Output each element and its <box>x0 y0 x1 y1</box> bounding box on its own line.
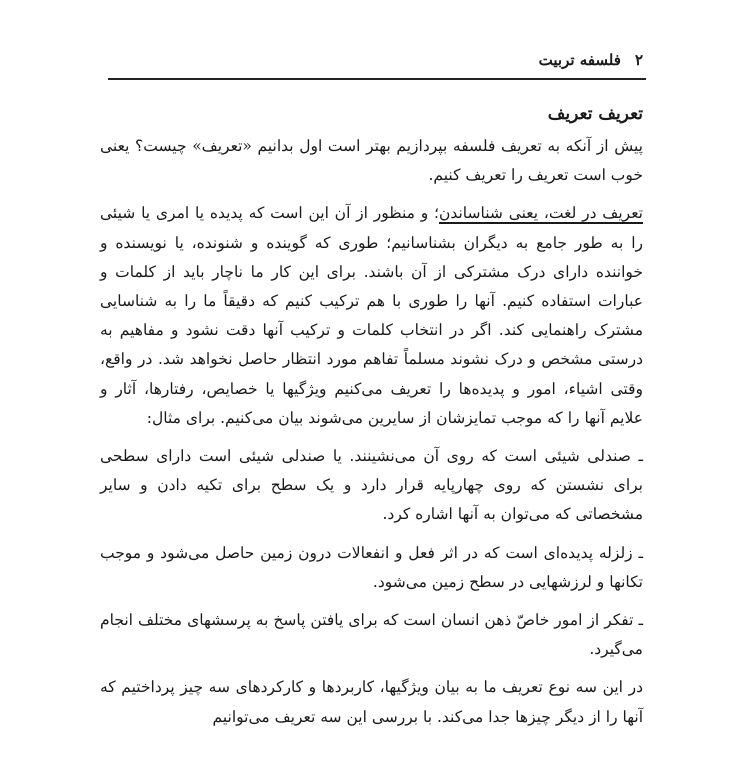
underlined-definition: تعریف در لغت، یعنی شناساندن <box>438 204 643 223</box>
running-title: فلسفه تربیت <box>538 51 621 69</box>
paragraph-example-thinking: ـ تفکر از امور خاصّ ذهن انسان است که برای یافتن پاسخ به پرسشهای مختلف انجام می‌گیرد. <box>100 611 643 659</box>
paragraph-example-earthquake: ـ زلزله پدیده‌ای است که در اثر فعل و انفعالات درون زمین حاصل می‌شود و موجب تکانها و لرزشهایی در سطح زمین می‌شود. <box>100 543 643 591</box>
paragraph-example-chair: ـ صندلی شیئی است که روی آن می‌نشینند. یا صندلی شیئی است دارای سطحی برای نشستن که روی چهارپایه قرار دارد و یک سطح برای تکیه دادن و سایر مشخصاتی که می‌توان به آنها اشاره کرد. <box>100 447 643 524</box>
running-header <box>100 48 643 72</box>
header-divider <box>108 78 646 80</box>
body-text <box>100 132 643 741</box>
paragraph-summary: در این سه نوع تعریف ما به بیان ویژگیها، کاربردها و کارکردهای سه چیز پرداختیم که آنها را از دیگر چیزها جدا می‌کند. با بررسی این سه تعریف می‌توانیم <box>100 678 643 726</box>
paragraph-definition-body: شیئی را به طور جامع به دیگران بشناسانیم؛ طوری که گوینده و شنونده، یا نویسنده و خواننده دارای درک مشترکی از آن باشند. برای این کار ما ناچار باید از کلمات و عبارات استفاده کنیم. آنها را طوری با هم ترکیب کنیم که دقیقاً ما را به شناسایی مشترک راهنمایی کند. اگر در انتخاب کلمات و ترکیب آنها دقت نشود و مفاهیم به درستی مشخص و درک نشوند مسلماً تفاهم مورد انتظار حاصل نخواهد شد. در واقع، وقتی اشیاء، امور و پدیده‌ها را تعریف می‌کنیم ویژگیها یا خصایص، رفتارها، آثار و علایم آنها را که موجب تمایزشان از سایرین می‌شوند بیان می‌کنیم. برای مثال: <box>100 204 643 427</box>
paragraph-intro: پیش از آنکه به تعریف فلسفه بپردازیم بهتر است اول بدانیم «تعریف» چیست؟ یعنی خوب است تعریف را تعریف کنیم. <box>100 137 643 185</box>
paragraph-definition-lead <box>100 199 643 433</box>
definition-rest: ؛ و منظور از آن این است که پدیده یا امری یا <box>141 204 439 223</box>
page-number: ۲ <box>634 51 643 69</box>
section-title: تعریف تعریف <box>547 104 643 124</box>
